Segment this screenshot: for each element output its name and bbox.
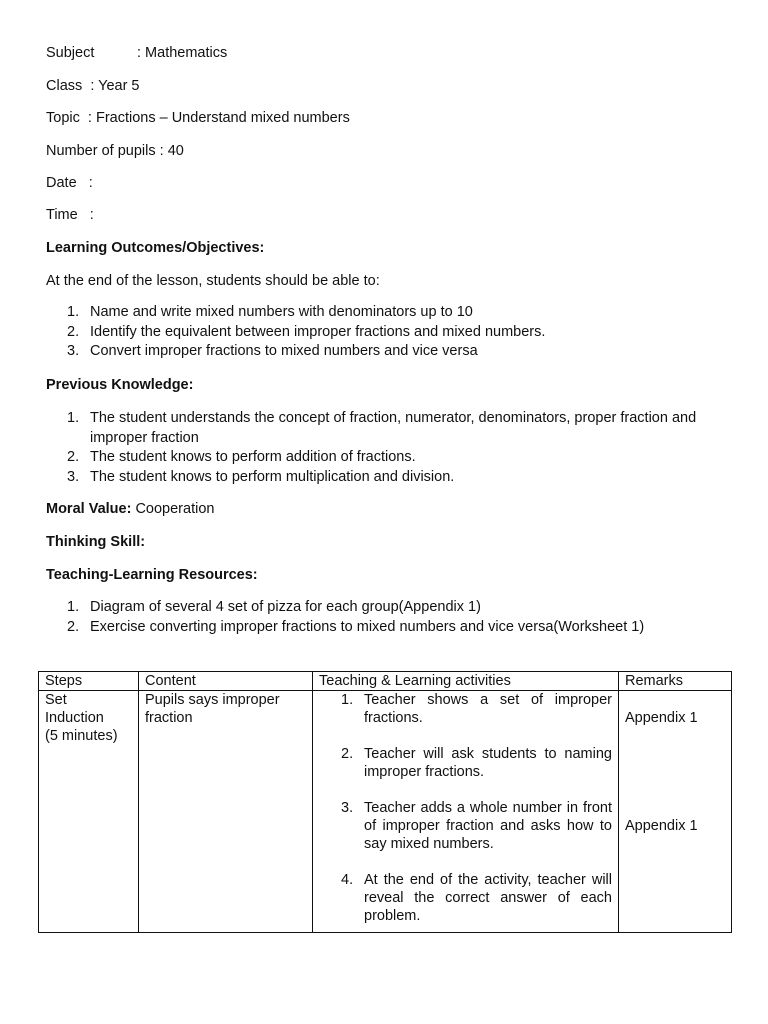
remark-text: Appendix 1 (625, 710, 698, 726)
previous-knowledge-list (0, 409, 768, 487)
moral-value-text: Cooperation (135, 501, 215, 517)
table-header-row (39, 672, 732, 691)
class-line: Class : Year 5 (46, 78, 140, 94)
objectives-list (0, 303, 768, 362)
subject-label: Subject (46, 45, 95, 61)
list-item: 3. The student knows to perform multiplication and division. (67, 468, 455, 485)
list-item: 1. The student understands the concept of fraction, numerator, denominators, proper fraction and improper fraction (67, 410, 697, 446)
thinking-skill-label: Thinking Skill: (46, 534, 146, 550)
list-item: 2. The student knows to perform addition of fractions. (67, 449, 416, 465)
table-row (39, 691, 732, 933)
list-item: 4. At the end of the activity, teacher will reveal the correct answer of each problem. (341, 872, 612, 924)
subject-value: : Mathematics (137, 45, 228, 61)
header-steps: Steps (39, 672, 139, 691)
activities-list (319, 691, 612, 925)
objectives-heading: Learning Outcomes/Objectives: (46, 240, 265, 256)
objectives-intro: At the end of the lesson, students should be able to: (46, 273, 380, 289)
time-line: Time : (46, 207, 94, 223)
subject-line (46, 44, 227, 62)
content-cell: Pupils says improper fraction (139, 691, 313, 933)
lesson-steps-table (38, 671, 732, 933)
resources-list (0, 598, 768, 637)
list-item: 2. Identify the equivalent between improper fractions and mixed numbers. (67, 323, 546, 340)
moral-value-label: Moral Value: (46, 501, 132, 517)
remark-text: Appendix 1 (625, 818, 698, 834)
steps-cell: Set Induction (5 minutes) (39, 691, 139, 933)
previous-knowledge-heading: Previous Knowledge: (46, 377, 194, 393)
list-item: 2. Teacher will ask students to naming improper fractions. (341, 746, 612, 780)
date-line: Date : (46, 175, 93, 191)
moral-value-line (46, 500, 214, 518)
header-content: Content (139, 672, 313, 691)
list-item: 1. Diagram of several 4 set of pizza for each group(Appendix 1) (67, 599, 481, 615)
list-item: 3. Convert improper fractions to mixed numbers and vice versa (67, 343, 478, 359)
list-item: 2. Exercise converting improper fractions to mixed numbers and vice versa(Worksheet 1) (67, 618, 645, 635)
pupils-line: Number of pupils : 40 (46, 143, 184, 159)
list-item: 1. Teacher shows a set of improper fractions. (341, 692, 612, 726)
list-item: 3. Teacher adds a whole number in front of improper fraction and asks how to say mixed numbers. (341, 800, 612, 852)
remarks-cell (619, 691, 732, 933)
activities-cell (313, 691, 619, 933)
header-remarks: Remarks (619, 672, 732, 691)
topic-line: Topic : Fractions – Understand mixed numbers (46, 110, 350, 126)
resources-heading: Teaching-Learning Resources: (46, 567, 258, 583)
header-activities: Teaching & Learning activities (313, 672, 619, 691)
list-item: 1. Name and write mixed numbers with denominators up to 10 (67, 304, 473, 320)
